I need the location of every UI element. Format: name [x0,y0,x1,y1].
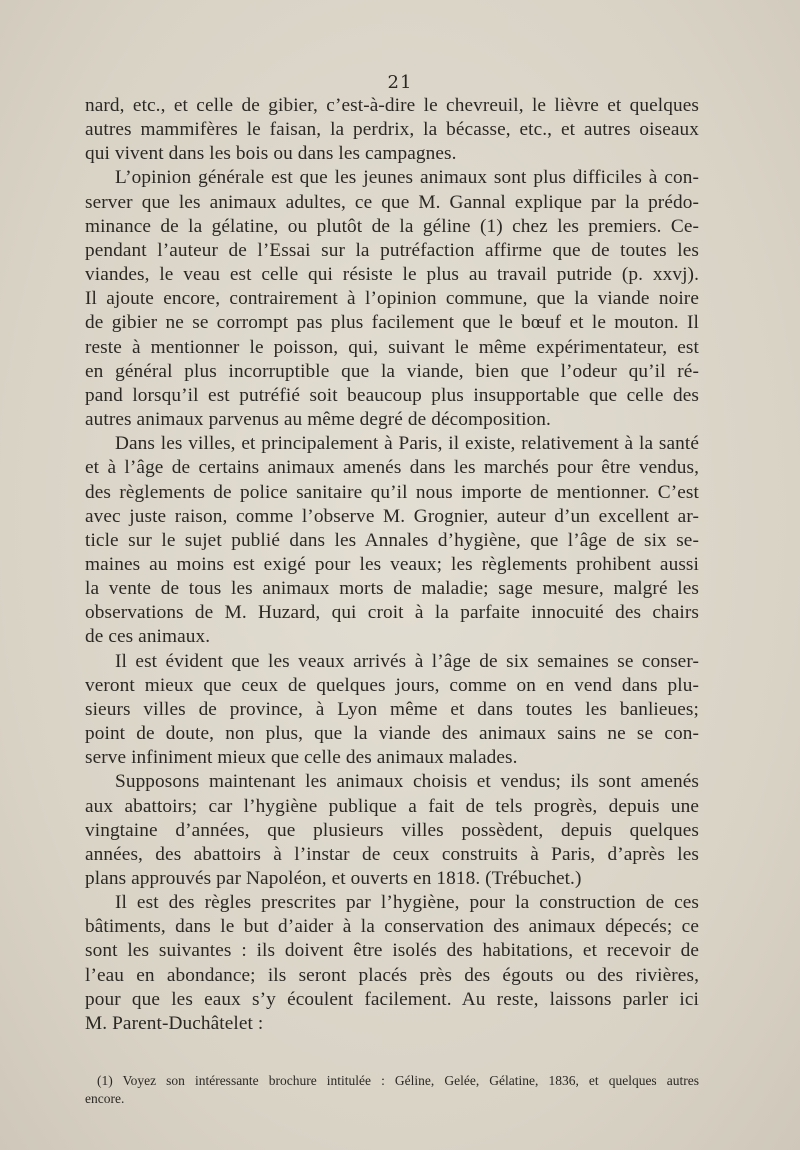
text-line: autres mammifères le faisan, la perdrix, la bécasse, etc., et autres oiseaux [85,119,699,141]
text-line: qui vivent dans les bois ou dans les campagnes. [85,143,457,165]
text-line: des règlements de police sanitaire qu’il nous importe de mentionner. C’est [85,481,699,503]
text-line: plans approuvés par Napoléon, et ouverts en 1818. (Trébuchet.) [85,868,582,889]
footnote-line: encore. [85,1091,125,1106]
text-line: de gibier ne se corrompt pas plus facilement que le bœuf et le mouton. Il [85,312,699,334]
text-line: années, des abattoirs à l’instar de ceux construits à Paris, d’après les [85,843,699,865]
text-line: Dans les villes, et principalement à Paris, il existe, relativement à la santé [115,433,699,455]
text-line: autres animaux parvenus au même degré de décomposition. [85,409,551,431]
footnote [85,1072,699,1108]
text-line: et à l’âge de certains animaux amenés dans les marchés pour être vendus, [85,457,699,479]
footnote-line: (1) Voyez son intéressante brochure intitulée : Géline, Gelée, Gélatine, 1836, et quelques autres [97,1073,699,1088]
text-line: minance de la gélatine, ou plutôt de la géline (1) chez les premiers. Ce- [85,215,699,237]
text-line: serve infiniment mieux que celle des animaux malades. [85,747,518,769]
text-line: pand lorsqu’il est putréfié soit beaucoup plus insupportable que celle des [85,384,699,406]
text-line: point de doute, non plus, que la viande des animaux sains ne se con- [85,723,699,745]
text-line: maines au moins est exigé pour les veaux; les règlements prohibent aussi [85,553,699,575]
text-line: nard, etc., et celle de gibier, c’est-à-dire le chevreuil, le lièvre et quelques [85,95,699,116]
text-line: Il est des règles prescrites par l’hygiène, pour la construction de ces [115,892,699,914]
text-line: viandes, le veau est celle qui résiste le plus au travail putride (p. xxvj). [85,264,699,286]
text-line: Il est évident que les veaux arrivés à l’âge de six semaines se conser- [115,650,699,672]
text-line: aux abattoirs; car l’hygiène publique a fait de tels progrès, depuis une [85,795,699,817]
text-line: l’eau en abondance; ils seront placés près des égouts ou des rivières, [85,964,699,986]
text-line: M. Parent-Duchâtelet : [85,1012,264,1034]
text-line: sieurs villes de province, à Lyon même et dans toutes les banlieues; [85,698,699,720]
text-line: bâtiments, dans le but d’aider à la conservation des animaux dépecés; ce [85,916,699,938]
text-line: de ces animaux. [85,626,211,648]
text-line: L’opinion générale est que les jeunes animaux sont plus difficiles à con- [115,167,699,189]
text-line: la vente de tous les animaux morts de maladie; sage mesure, malgré les [85,578,699,600]
text-line: sont les suivantes : ils doivent être isolés des habitations, et recevoir de [85,940,699,962]
text-line: veront mieux que ceux de quelques jours, comme on en vend dans plu- [85,674,699,696]
text-line: vingtaine d’années, que plusieurs villes possèdent, depuis quelques [85,819,699,841]
text-line: reste à mentionner le poisson, qui, suivant le même expérimentateur, est [85,336,699,358]
text-line: en général plus incorruptible que la viande, bien que l’odeur qu’il ré- [85,360,699,382]
page-number: 21 [387,72,413,93]
text-line: Il ajoute encore, contrairement à l’opinion commune, que la viande noire [85,288,699,310]
text-line: ticle sur le sujet publié dans les Annales d’hygiène, que l’âge de six se- [85,529,699,551]
text-line: server que les animaux adultes, ce que M. Gannal explique par la prédo- [85,191,699,213]
text-line: avec juste raison, comme l’observe M. Grognier, auteur d’un excellent ar- [85,505,699,527]
text-line: pour que les eaux s’y écoulent facilement. Au reste, laissons parler ici [85,988,699,1010]
body-text [85,94,699,1036]
text-line: Supposons maintenant les animaux choisis et vendus; ils sont amenés [115,771,699,793]
text-line: observations de M. Huzard, qui croit à la parfaite innocuité des chairs [85,602,699,624]
text-line: pendant l’auteur de l’Essai sur la putréfaction affirme que de toutes les [85,239,699,261]
